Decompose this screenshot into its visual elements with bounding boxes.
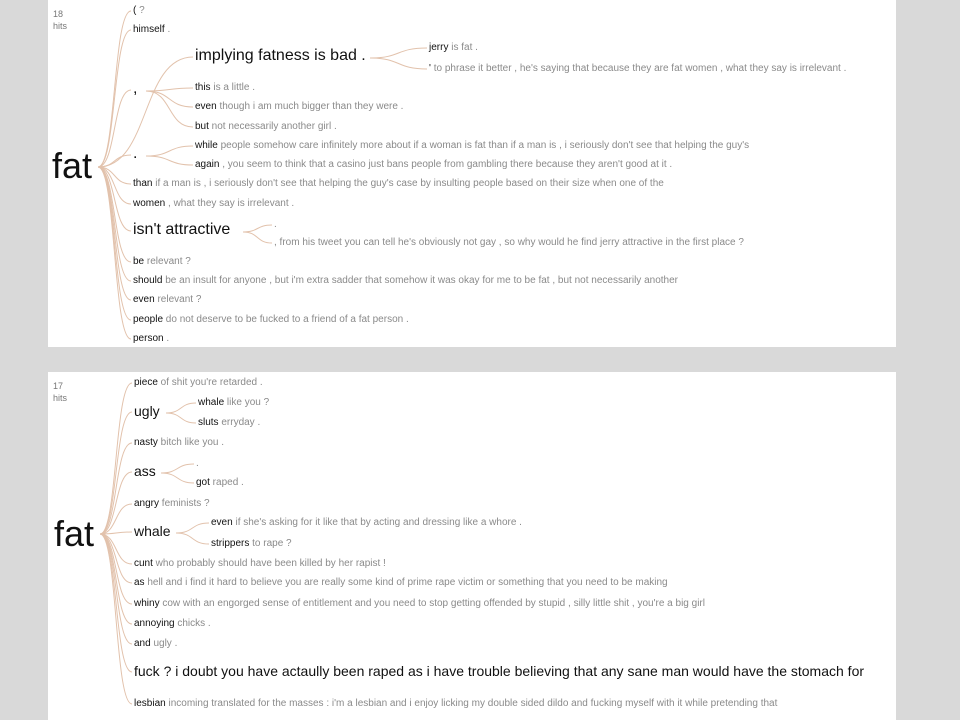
branch-10-head: annoying <box>134 617 175 629</box>
branch-2-head: ugly <box>134 403 160 420</box>
branch-13-continuation: . <box>163 332 170 344</box>
hits-label: hits <box>53 393 68 403</box>
branch-13-head: lesbian <box>134 697 166 709</box>
branch-8 <box>133 222 230 238</box>
branch-9-head: be <box>133 255 145 267</box>
branch-9-continuation: relevant ? <box>144 255 191 267</box>
branch-7-continuation: , what they say is irrelevant . <box>165 197 295 209</box>
branch-4-child-2 <box>196 478 244 488</box>
branch-4-child-3 <box>195 122 337 132</box>
branch-13-connector <box>98 167 131 339</box>
branch-7 <box>134 559 386 569</box>
branch-5-connector <box>98 155 131 167</box>
branch-11-continuation: relevant ? <box>154 293 202 305</box>
branch-6-child-2-connector <box>176 533 209 544</box>
branch-13-head: person <box>133 332 164 344</box>
branch-6-connector <box>100 532 132 534</box>
branch-6-head: than <box>133 177 153 189</box>
branch-8-connector <box>98 167 131 231</box>
branch-5-head: angry <box>134 497 160 509</box>
branch-3-child-1-continuation: is fat . <box>448 41 478 53</box>
branch-4-child-2-connector <box>161 473 194 483</box>
branch-6-connector <box>98 167 131 184</box>
branch-10-continuation: chicks . <box>174 617 211 629</box>
branch-12-connector <box>100 534 132 672</box>
branch-13 <box>134 699 777 709</box>
branch-8-child-2-connector <box>243 232 272 243</box>
branch-11-head: even <box>133 293 155 305</box>
branch-9-continuation: cow with an engorged sense of entitlement and you need to stop getting offended by stupid , silly little shit , you're a big girl <box>159 597 705 609</box>
branch-4 <box>134 464 156 478</box>
branch-8-child-1 <box>274 220 277 230</box>
branch-7-head: cunt <box>134 557 153 569</box>
branch-2 <box>133 25 170 35</box>
branch-1-head: ( <box>133 4 137 16</box>
branch-2-child-1-connector <box>166 403 196 413</box>
branch-2-child-2-connector <box>166 413 196 423</box>
branch-9-head: whiny <box>134 597 160 609</box>
branch-4-child-1-head: this <box>195 81 211 93</box>
branch-2-child-2-continuation: erryday . <box>218 416 261 428</box>
branch-6-child-2 <box>211 539 292 549</box>
branch-5-continuation: feminists ? <box>159 497 210 509</box>
branch-6-head: whale <box>134 523 171 540</box>
branch-6-child-1-head: even <box>211 516 233 528</box>
hits-count: 18 <box>53 9 64 19</box>
branch-4-child-2-head: even <box>195 100 217 112</box>
branch-7 <box>133 199 294 209</box>
branch-7-connector <box>100 534 132 564</box>
branch-5-connector <box>100 504 132 534</box>
branch-6-child-2-head: strippers <box>211 537 250 549</box>
branch-10 <box>134 619 211 629</box>
branch-2-child-2-head: sluts <box>198 416 219 428</box>
branch-8-child-2-continuation: , from his tweet you can tell he's obviously not gay , so why would he find jerry attractive in the first place ? <box>274 236 744 248</box>
hits-count: 17 <box>53 381 64 391</box>
branch-2-child-1-continuation: like you ? <box>224 396 270 408</box>
branch-4-connector <box>98 90 131 167</box>
branch-8-head: isn't attractive <box>133 221 231 239</box>
word-tree-panel-1 <box>48 0 896 347</box>
branch-1-connector <box>100 383 132 534</box>
branch-6 <box>133 179 664 189</box>
branch-5-child-1-connector <box>146 146 193 156</box>
branch-2 <box>134 404 160 418</box>
branch-12-head: people <box>133 313 164 325</box>
branch-4-child-1 <box>196 459 199 469</box>
hits-label: hits <box>53 21 68 31</box>
branch-3-continuation: bitch like you . <box>157 436 225 448</box>
branch-1 <box>134 378 263 388</box>
branch-3-child-1-head: jerry <box>429 41 449 53</box>
branch-13-continuation: incoming translated for the masses : i'm a lesbian and i enjoy licking my double sided dildo and fucking myself with it while pretending that <box>165 697 778 709</box>
branch-3-connector <box>98 57 193 167</box>
branch-11-continuation: ugly . <box>150 637 178 649</box>
branch-5-child-2-continuation: , you seem to think that a casino just bans people from gambling there because they aren't good at it . <box>219 158 673 170</box>
branch-8-connector <box>100 534 132 583</box>
branch-9-connector <box>100 534 132 604</box>
branch-2-child-1-head: whale <box>198 396 225 408</box>
branch-5-head: . <box>133 145 138 163</box>
root-word: fat <box>52 145 93 186</box>
branch-1-connector <box>98 11 131 167</box>
branch-9-connector <box>98 167 131 262</box>
branch-1-head: piece <box>134 376 158 388</box>
word-tree-panel-2 <box>48 372 896 720</box>
branch-5-child-2-head: again <box>195 158 220 170</box>
branch-4-child-2-continuation: though i am much bigger than they were . <box>216 100 404 112</box>
branch-10-connector <box>98 167 131 281</box>
branch-4-child-1-connector <box>146 88 193 91</box>
branch-8-continuation: hell and i find it hard to believe you are really some kind of prime rape victim or something that you need to be making <box>144 576 668 588</box>
branch-13 <box>133 334 169 344</box>
branch-3-head: implying fatness is bad . <box>195 47 366 65</box>
branch-8-child-2 <box>274 238 744 248</box>
branch-4 <box>133 81 137 97</box>
branch-13-connector <box>100 534 132 704</box>
branch-9 <box>133 257 191 267</box>
branch-4-head: ass <box>134 463 156 480</box>
branch-4-head: , <box>133 80 138 98</box>
branch-5-child-2 <box>195 160 672 170</box>
branch-12-head: fuck ? i doubt you have actaully been raped as i have trouble believing that any sane man would have the stomach for <box>134 663 865 680</box>
branch-3-child-1 <box>429 43 478 53</box>
branch-5-child-1-head: while <box>195 139 218 151</box>
branch-11-head: and <box>134 637 151 649</box>
branch-4-connector <box>100 472 132 534</box>
branch-5 <box>134 499 210 509</box>
branch-6 <box>134 524 171 538</box>
branch-4-child-2-continuation: raped . <box>209 476 244 488</box>
branch-5 <box>133 146 137 162</box>
branch-10 <box>133 276 678 286</box>
branch-4-child-1 <box>195 83 255 93</box>
branch-2-connector <box>100 412 132 534</box>
branch-4-child-3-continuation: not necessarily another girl . <box>208 120 337 132</box>
branch-1 <box>133 6 145 16</box>
branch-4-child-3-connector <box>146 91 193 127</box>
branch-3 <box>134 438 224 448</box>
branch-6-child-1 <box>211 518 522 528</box>
branch-3-child-2 <box>429 64 846 74</box>
branch-6-child-1-connector <box>176 523 209 533</box>
branch-8 <box>134 578 668 588</box>
branch-8-child-1-continuation: . <box>274 218 277 230</box>
branch-9 <box>134 599 705 609</box>
branch-10-continuation: be an insult for anyone , but i'm extra sadder that somehow it was okay for me to be fat , but not necessarily another <box>162 274 678 286</box>
branch-8-head: as <box>134 576 145 588</box>
branch-12-connector <box>98 167 131 320</box>
branch-6-continuation: if a man is , i seriously don't see that helping the guy's case by insulting people based on their size when one of the <box>152 177 664 189</box>
branch-4-child-1-continuation: is a little . <box>210 81 256 93</box>
branch-3-child-1-connector <box>370 48 427 58</box>
branch-10-connector <box>100 534 132 624</box>
hits-counter <box>53 380 67 404</box>
branch-3-child-2-head: ' <box>429 62 431 74</box>
branch-4-child-1-continuation: . <box>196 457 199 469</box>
branch-6-child-1-continuation: if she's asking for it like that by acting and dressing like a whore . <box>232 516 522 528</box>
branch-2-continuation: . <box>164 23 171 35</box>
branch-3-child-2-continuation: to phrase it better , he's saying that because they are fat women , what they say is irrelevant . <box>430 62 847 74</box>
branch-11-connector <box>98 167 131 300</box>
branch-8-child-1-connector <box>243 225 272 232</box>
branch-5-child-1 <box>195 141 749 151</box>
branch-5-child-2-connector <box>146 156 193 165</box>
branch-4-child-2-connector <box>146 91 193 107</box>
branch-2-connector <box>98 30 131 167</box>
branch-3-child-2-connector <box>370 58 427 69</box>
hits-counter <box>53 8 67 32</box>
branch-4-child-2 <box>195 102 403 112</box>
branch-11-connector <box>100 534 132 644</box>
branch-2-head: himself <box>133 23 165 35</box>
branch-10-head: should <box>133 274 163 286</box>
branch-2-child-2 <box>198 418 260 428</box>
branch-7-head: women <box>133 197 166 209</box>
branch-4-child-2-head: got <box>196 476 210 488</box>
branch-3-head: nasty <box>134 436 158 448</box>
branch-6-child-2-continuation: to rape ? <box>249 537 292 549</box>
branch-1-continuation: ? <box>136 4 145 16</box>
branch-4-child-3-head: but <box>195 120 209 132</box>
branch-3-connector <box>100 443 132 534</box>
branch-1-continuation: of shit you're retarded . <box>157 376 263 388</box>
branch-12-continuation: do not deserve to be fucked to a friend of a fat person . <box>163 313 409 325</box>
branch-2-child-1 <box>198 398 269 408</box>
branch-5-child-1-continuation: people somehow care infinitely more about if a woman is fat than if a man is , i seriously don't see that helping the guy's <box>217 139 750 151</box>
branch-4-child-1-connector <box>161 464 194 473</box>
branch-11 <box>134 639 177 649</box>
branch-11 <box>133 295 201 305</box>
root-word: fat <box>54 513 95 554</box>
branch-7-connector <box>98 167 131 204</box>
branch-12 <box>134 664 864 678</box>
branch-7-continuation: who probably should have been killed by her rapist ! <box>152 557 386 569</box>
branch-3 <box>195 48 366 64</box>
branch-12 <box>133 315 409 325</box>
